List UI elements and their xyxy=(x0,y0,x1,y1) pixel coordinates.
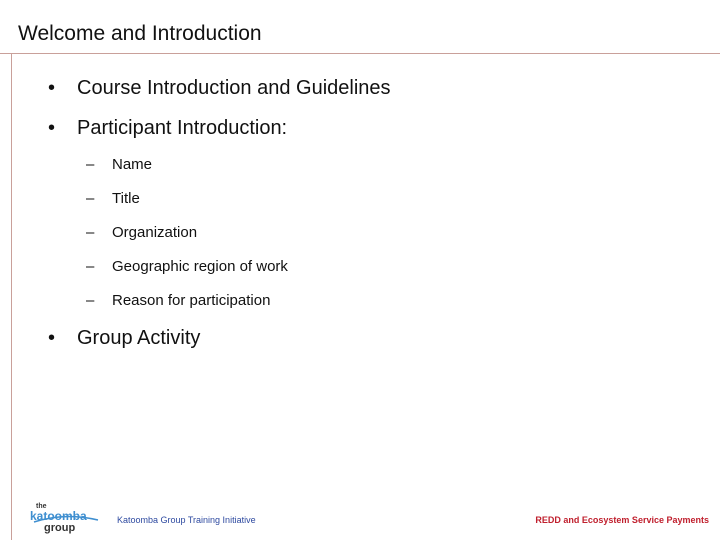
footer-right-text: REDD and Ecosystem Service Payments xyxy=(535,515,709,525)
sub-item-text: Title xyxy=(112,190,140,207)
sub-item-text: Geographic region of work xyxy=(112,258,288,275)
sub-item-text: Organization xyxy=(112,224,198,241)
slide-title: Welcome and Introduction xyxy=(18,22,262,45)
dash-marker: – xyxy=(86,156,95,173)
sub-list xyxy=(48,156,688,310)
logo-katoomba: katoomba xyxy=(30,509,87,523)
sub-item xyxy=(48,258,688,276)
logo-group: group xyxy=(44,522,76,534)
bullet-marker: • xyxy=(48,327,56,349)
sub-item-text: Name xyxy=(112,156,153,173)
bullet-text: Participant Introduction: xyxy=(77,117,288,139)
dash-marker: – xyxy=(86,258,95,275)
sub-item xyxy=(48,156,688,174)
logo-the: the xyxy=(36,503,47,510)
bullet-item xyxy=(48,76,688,100)
bullet-text: Group Activity xyxy=(77,327,201,349)
sub-item xyxy=(48,292,688,310)
sub-item xyxy=(48,190,688,208)
sub-item-text: Reason for participation xyxy=(112,292,271,309)
bullet-marker: • xyxy=(48,77,56,99)
left-margin-rule xyxy=(11,53,12,540)
sub-item xyxy=(48,224,688,242)
bullet-marker: • xyxy=(48,117,56,139)
dash-marker: – xyxy=(86,190,95,207)
bullet-item xyxy=(48,326,688,350)
katoomba-group-logo xyxy=(28,500,102,534)
title-divider xyxy=(0,53,720,54)
bullet-text: Course Introduction and Guidelines xyxy=(77,77,391,99)
bullet-item xyxy=(48,116,688,140)
slide-content xyxy=(48,76,688,366)
footer-left-text: Katoomba Group Training Initiative xyxy=(117,515,256,525)
dash-marker: – xyxy=(86,292,95,309)
dash-marker: – xyxy=(86,224,95,241)
